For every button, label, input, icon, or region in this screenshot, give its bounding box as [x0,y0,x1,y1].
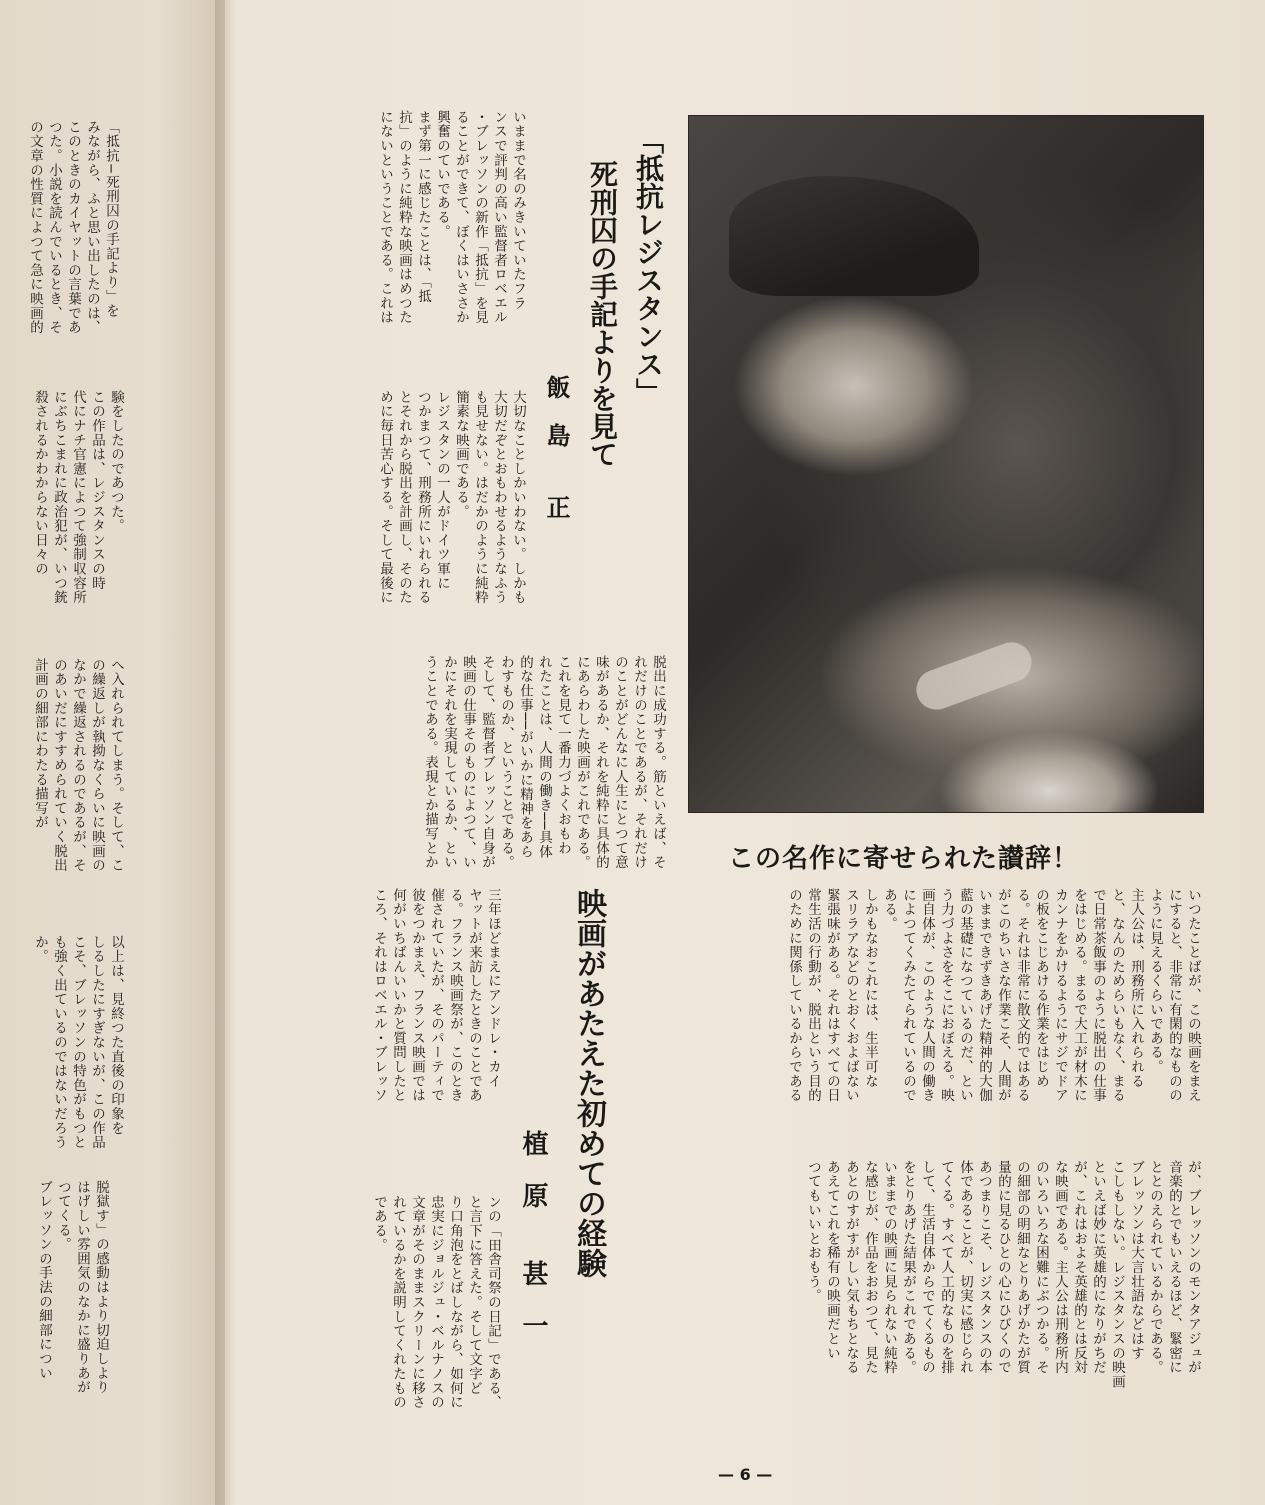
text-line: スリラアなどのとおくおよばない [843,888,859,1103]
text-line: これを見て一番力づよくおもわ [555,655,571,856]
text-line: 脱出に成功する。筋といえば、そ [650,655,666,870]
text-line: ヤットが来訪したときのことであ [466,888,482,1103]
text-line: 忠実にジョルジュ・ベルナノスの [428,1195,444,1410]
text-line: 味があるか、それを純粋に具体的 [593,655,609,870]
text-line: 代にナチ官憲によつて強制収容所 [70,390,86,605]
text-line: この作品は、レジスタンスの時 [89,390,105,591]
text-line: な映画である。主人公は刑務所内 [1052,1160,1068,1375]
text-line: ころ、それはロベエル・ブレッソ [371,888,387,1103]
wrist-shape [911,637,1037,716]
text-line: つた。小説を読んでいるとき、そ [46,120,62,335]
article1-column-d [762,888,1202,1168]
text-line: 文章がそのままスクリーンに移さ [409,1195,425,1410]
text-line: カンナをかけるようにサジでドア [1052,888,1068,1103]
text-line: ように見えるくらいである。 [1147,888,1163,1074]
text-line: 緊張味がある。それはすべての日 [824,888,840,1103]
text-line: れているかを説明してくれたもの [390,1195,406,1410]
text-line: 常生活の行動が、脱出という目的 [805,888,821,1103]
text-line: てくる。すべて人工的なものを排 [938,1160,954,1375]
text-line: ととのえられているからである。 [1147,1160,1163,1375]
text-line: 験をしたのであつた。 [108,390,124,533]
text-line: みながら、ふと思い出したのは、 [84,120,100,335]
text-line: つてもいいとおもう。 [805,1160,821,1303]
text-line: 以上は、見終つた直後の印象を [108,935,124,1136]
text-line: かにそれを実現しているか、とい [441,655,457,870]
text-line: 何がいちばんいいかと質問したと [390,888,406,1103]
text-line: うことである。表現とか描写とか [422,655,438,870]
text-line: ・ブレッソンの新作「抵抗」を見 [472,110,488,325]
left-column-fourth [0,935,125,1185]
text-line: 抗」のように純粋な映画はめつた [396,110,412,325]
text-line: レジスタンの一人がドイツ軍に [434,390,450,591]
text-line: の文章の性質によつて急に映画的 [27,120,43,335]
text-line: 脱獄す」の感動はより切迫しより [93,1180,109,1395]
article1-column-e [782,1160,1202,1460]
article1-column-c [312,655,667,870]
text-line: る。フランス映画祭が、このとき [447,888,463,1103]
text-line: の繰返しが執拗なくらいに映画の [89,658,105,873]
text-line: あつまりこそ、レジスタンスの本 [976,1160,992,1375]
left-column-second [0,390,125,680]
text-line: 彼をつかまえ、フランス映画では [409,888,425,1103]
text-line: はげしい雰囲気のなかに盛りあが [74,1180,90,1395]
text-line: によつてくみたてられているので [900,888,916,1103]
text-line: る。それは非常に散文的ではある [1014,888,1030,1103]
text-line: そして、監督者ブレッソン自身が [479,655,495,870]
article1-column-b [312,390,527,660]
text-line: 体であることが、切実に感じられ [957,1160,973,1375]
article2-author: 植 原 甚 一 [518,1130,548,1338]
text-line: 簡素な映画である。 [453,390,469,519]
left-column-third [0,658,125,938]
text-line: 主人公は、刑務所に入れられる [1128,888,1144,1089]
text-line: で日常茶飯事のように脱出の仕事 [1090,888,1106,1103]
text-line: り口角泡をとばしながら、如何に [447,1195,463,1410]
text-line: れたことは、人間の働き──具体 [536,655,552,859]
text-line: こそ、ブレッソンの特色がもつと [70,935,86,1150]
text-line: あえてこれを稀有の映画だとい [824,1160,840,1361]
text-line: 藍の基礎になつているのだ、とい [957,888,973,1103]
text-line: と言下に答えた。そして文字ど [466,1195,482,1396]
article2-column-top [312,888,502,1188]
text-line: 計画の細部にわたる描写が [32,658,48,830]
text-line: をとりあげた結果がこれである。 [900,1160,916,1375]
text-line: ンスで評判の高い監督者ロベエル [491,110,507,325]
text-line: が、ブレッソンのモンタアジュが [1185,1160,1201,1375]
text-line: 殺されるかわからない日々の [32,390,48,576]
text-line: な感じが、作品をおおつて、見た [862,1160,878,1375]
photo-caption: この名作に寄せられた讃辞！ [728,844,1080,874]
text-line: れだけのことであるが、それだけ [631,655,647,870]
text-line: ある。 [881,888,897,931]
text-line: ることができて、ぼくはいささか [453,110,469,325]
text-line: しるしたにすぎないが、この作品 [89,935,105,1150]
article1-column-a [312,110,527,380]
text-line: にすると、非常に有閑的なものの [1166,888,1182,1103]
text-line: して、生活自体からでてくるもの [919,1160,935,1375]
text-line: 的な仕事──がいかに精神をあら [517,655,533,859]
text-line: いままでの映画に見られない純粋 [881,1160,897,1375]
text-line: 興奮のていである。 [434,110,450,239]
text-line: 三年ほどまえにアンドレ・カイ [485,888,501,1089]
text-line: のために関係しているからである [786,888,802,1103]
page-number: — 6 — [718,1465,773,1484]
article1-title-line1: 「抵抗レジスタンス」 [632,126,665,406]
text-line: こしもしない。レジスタンスの映画 [1109,1160,1125,1389]
text-line: 映画の仕事そのものによつて、い [460,655,476,870]
page-gutter [215,0,245,1505]
text-line: とそれから脱出を計画し、そのた [396,390,412,605]
text-line: のいろいろな困難にぶつかる。そ [1033,1160,1049,1375]
text-line: をはじめる。まるで大工が材木に [1071,888,1087,1103]
text-line: 画自体が、このような人間の働き [919,888,935,1103]
text-line: ブレッソンは大言壮語などはす [1128,1160,1144,1361]
text-line: まず第一に感じたことは、「抵 [415,110,431,304]
text-line: つかまつて、刑務所にいれられる [415,390,431,605]
article1-title-line2: 死刑囚の手記よりを見て [586,160,619,468]
text-line: いままで名のみきいていたフラ [510,110,526,311]
text-line: が、これはおよそ英雄的とは反対 [1071,1160,1087,1375]
text-line: いままできずきあげた精神的大伽 [976,888,992,1103]
article2-title: 映画があたえた初めての経験 [571,888,606,1278]
text-line: も強く出ているのではないだろう [51,935,67,1150]
text-line: のあいだにすすめられていく脱出 [51,658,67,873]
text-line: めに毎日苦心する。そして最後に [377,390,393,605]
text-line: がこのちいさな作業こそ、人間が [995,888,1011,1103]
film-still-photo [688,115,1204,813]
text-line: も見せない。はだかのように純粋 [472,390,488,605]
text-line: わすものか、ということである。 [498,655,514,870]
text-line: う力づよさをそこにおぼえる。映 [938,888,954,1103]
text-line: なかで繰返されるのであるが、そ [70,658,86,873]
text-line: ンの「田舎司祭の日記」である、 [485,1195,501,1410]
officer-cap-shape [729,176,979,296]
text-line: へ入れられてしまう。そして、こ [108,658,124,873]
text-line: 量的に見るひとの心にひびくので [995,1160,1011,1375]
text-line: いつたことばが、この映画をまえ [1185,888,1201,1103]
left-column-fifth [0,1180,110,1450]
text-line: ブレッソンの手法の細部につい [36,1180,52,1381]
text-line: しかもなおこれには、生半可な [862,888,878,1089]
text-line: か。 [32,935,48,964]
article1-author: 飯 島 正 [542,375,571,519]
text-line: の細部の明細なとりあげかたが質 [1014,1160,1030,1375]
text-line: あとのすがすがしい気もちとなる [843,1160,859,1375]
text-line: にあらわした映画がこれである。 [574,655,590,870]
text-line: と、なんのためらいもなく、まる [1109,888,1125,1103]
text-line: 音楽的とでもいえるほど、緊密に [1166,1160,1182,1375]
text-line: このときのカイヤットの言葉であ [65,120,81,335]
text-line: つてくる。 [55,1180,71,1252]
text-line: 「抵抗−死刑囚の手記より」を [103,120,119,319]
text-line: のことがどんなに人生にとつて意 [612,655,628,870]
article2-column-bottom [312,1195,502,1455]
text-line: 大切なことしかいわない。しかも [510,390,526,605]
text-line: といえば妙に英雄的になりがちだ [1090,1160,1106,1375]
text-line: である。 [371,1195,387,1253]
text-line: の板をこじあける作業をはじめ [1033,888,1049,1089]
text-line: 大切だぞとおもわせるようなふう [491,390,507,605]
text-line: にないということである。これは [377,110,393,325]
text-line: 催されていたが、そのパーティで [428,888,444,1103]
text-line: にぶちこまれに政治犯が、いつ銃 [51,390,67,605]
